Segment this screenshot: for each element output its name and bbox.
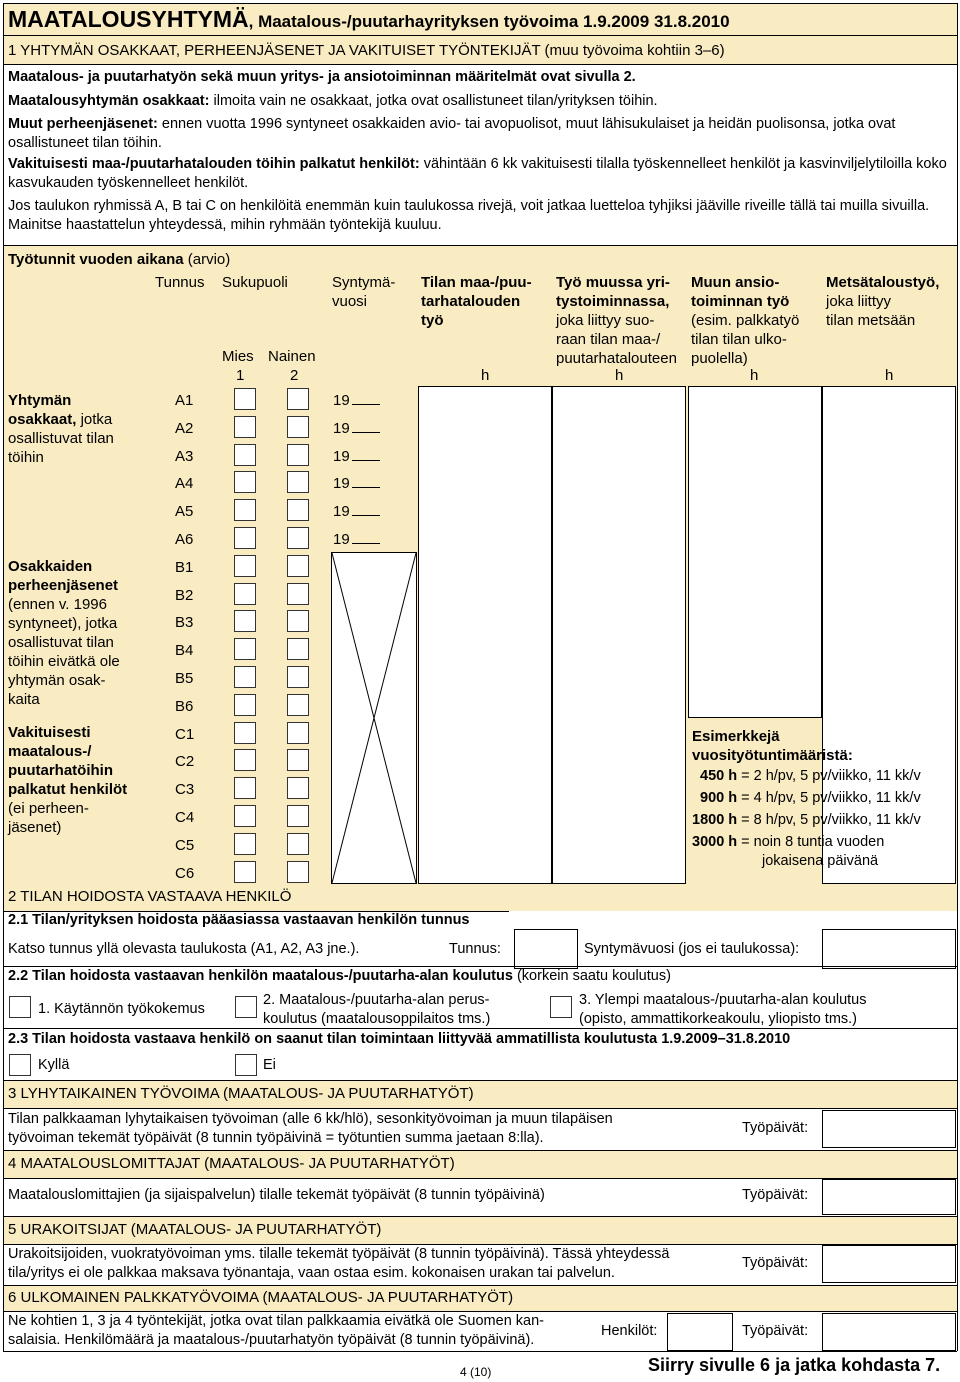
- row-a1-mies-checkbox[interactable]: [234, 388, 256, 410]
- section3-tyopaivat-label: Työpäivät:: [742, 1120, 809, 1136]
- row-a6-nainen-checkbox[interactable]: [287, 527, 309, 549]
- q22-bold: 2.2 Tilan hoidosta vastaavan henkilön maatalous-/puutarha-alan koulutus: [8, 968, 513, 984]
- title-sub: , Maatalous-/puutarhayrityksen työvoima 1.9.2009 31.8.2010: [248, 12, 730, 31]
- col-syntymavuosi: Syntymä- vuosi: [332, 274, 396, 310]
- row-code-a3: A3: [175, 448, 194, 465]
- group-a-bold: Yhtymän osakkaat,: [8, 392, 77, 428]
- divider: [3, 1285, 957, 1286]
- row-code-a5: A5: [175, 503, 194, 520]
- row-code-b4: B4: [175, 642, 194, 659]
- section5-text: Urakoitsijoiden, vuokratyövoiman yms. tilalle tekemät työpäivät (8 tunnin työpäivinä). Tässä yhteydessä tila/yritys ei ole palkkaa maksava työnantaja, vaan ostaa esim. kokonaisen urakan tai palvelun.: [8, 1246, 670, 1281]
- col-ansio-text: (esim. palkkatyö tilan tilan ulko- puolella): [691, 312, 800, 367]
- next-instruction: Siirry sivulle 6 ja jatka kohdasta 7.: [648, 1355, 941, 1375]
- hours-muu-yritys-column[interactable]: [552, 386, 686, 884]
- row-b5-nainen-checkbox[interactable]: [287, 666, 309, 688]
- row-code-c5: C5: [175, 837, 195, 854]
- divider: [3, 1080, 957, 1081]
- koulutus-no-checkbox[interactable]: [235, 1054, 257, 1076]
- row-c3-nainen-checkbox[interactable]: [287, 777, 309, 799]
- row-code-b5: B5: [175, 670, 194, 687]
- section5-tyopaivat-label: Työpäivät:: [742, 1255, 809, 1271]
- section4-heading: 4 MAATALOUSLOMITTAJAT (MAATALOUS- JA PUUTARHATYÖT): [8, 1155, 455, 1172]
- col-ansio-bold: Muun ansio- toiminnan työ: [691, 274, 790, 310]
- examples-title: Esimerkkejä vuosityötuntimääristä:: [692, 728, 853, 764]
- row-code-b6: B6: [175, 698, 194, 715]
- frame-bottom: [3, 1351, 957, 1352]
- row-b2-mies-checkbox[interactable]: [234, 583, 256, 605]
- row-code-a2: A2: [175, 420, 194, 437]
- section5-tyopaivat-input[interactable]: [822, 1245, 956, 1283]
- group-b-bold: Osakkaiden perheenjäsenet: [8, 558, 119, 594]
- row-code-c3: C3: [175, 781, 195, 798]
- birthyear-crossed-area: [331, 552, 417, 884]
- divider: [3, 35, 957, 36]
- example-line: [700, 790, 921, 806]
- syntymavuosi-input[interactable]: [822, 929, 956, 969]
- section1-intro: Maatalous- ja puutarhatyön sekä muun yritys- ja ansiotoiminnan määritelmät ovat sivulla 2.: [8, 69, 636, 85]
- col-metsa: [826, 273, 939, 330]
- osakkaat-lead: Maatalousyhtymän osakkaat:: [8, 93, 210, 109]
- frame-top: [3, 3, 957, 4]
- example-breakdown: = 2 h/pv, 5 pv/viikko, 11 kk/v: [737, 768, 921, 784]
- koulutus-option3-checkbox[interactable]: [550, 996, 572, 1018]
- koulutus-yes-checkbox[interactable]: [9, 1054, 31, 1076]
- row-c6-nainen-checkbox[interactable]: [287, 861, 309, 883]
- col-ansio: [691, 273, 799, 368]
- section1-heading-note: (muu työvoima kohtiin 3–6): [544, 42, 725, 59]
- row-a1-birthyear-field[interactable]: 19: [333, 392, 380, 409]
- example-hours: 450 h: [700, 768, 738, 784]
- row-code-b1: B1: [175, 559, 194, 576]
- birthyear-blank[interactable]: [352, 420, 380, 433]
- title-main: MAATALOUSYHTYMÄ: [8, 6, 249, 32]
- col-tila: Tilan maa-/puu- tarhatalouden työ: [421, 274, 532, 329]
- row-a3-mies-checkbox[interactable]: [234, 444, 256, 466]
- page-number: 4 (10): [460, 1365, 492, 1379]
- birthyear-blank[interactable]: [352, 392, 380, 405]
- vakit-lead: Vakituisesti maa-/puutarhatalouden töihin palkatut henkilöt:: [8, 156, 420, 172]
- birthyear-blank[interactable]: [352, 531, 380, 544]
- koulutus-option2-checkbox[interactable]: [235, 996, 257, 1018]
- q21-label: 2.1 Tilan/yrityksen hoidosta pääasiassa vastaavan henkilön tunnus: [8, 912, 470, 928]
- col-muu-yritys-bold: Työ muussa yri- tystoiminnassa,: [556, 274, 670, 310]
- hours-label-note: (arvio): [187, 251, 231, 268]
- row-c2-nainen-checkbox[interactable]: [287, 749, 309, 771]
- example-line: [700, 768, 921, 784]
- cross-out-mark: [332, 553, 416, 883]
- example-hours: 1800 h: [692, 812, 738, 828]
- unit-h: h: [885, 367, 894, 384]
- divider: [3, 1028, 957, 1029]
- row-c4-mies-checkbox[interactable]: [234, 805, 256, 827]
- col-nainen: Nainen: [268, 348, 316, 365]
- birthyear-blank[interactable]: [352, 503, 380, 516]
- section3-text: Tilan palkkaaman lyhytaikaisen työvoiman (alle 6 kk/hlö), sesonkityövoiman ja muun tilapäisen työvoiman tekemät työpäivät (8 tunnin työpäivinä = työtuntien summa jaetaan 8:lla).: [8, 1111, 613, 1146]
- example-continuation: jokaisena päivänä: [762, 853, 879, 869]
- perhe-lead: Muut perheenjäsenet:: [8, 116, 158, 132]
- row-a6-mies-checkbox[interactable]: [234, 527, 256, 549]
- row-c4-nainen-checkbox[interactable]: [287, 805, 309, 827]
- divider: [3, 1216, 957, 1217]
- hours-tila-column[interactable]: [418, 386, 552, 884]
- hours-metsa-column[interactable]: [822, 386, 956, 884]
- syntymavuosi-label: Syntymävuosi (jos ei taulukossa):: [584, 941, 800, 957]
- row-b3-nainen-checkbox[interactable]: [287, 610, 309, 632]
- koulutus-option2-label: 2. Maatalous-/puutarha-alan perus- koulutus (maatalousoppilaitos tms.): [263, 992, 491, 1027]
- section6-henkilot-input[interactable]: [667, 1313, 733, 1351]
- row-a2-nainen-checkbox[interactable]: [287, 416, 309, 438]
- group-c-text: (ei perheen- jäsenet): [8, 800, 89, 836]
- row-a2-birthyear-field[interactable]: 19: [333, 420, 380, 437]
- section6-heading: 6 ULKOMAINEN PALKKATYÖVOIMA (MAATALOUS- JA PUUTARHATYÖT): [8, 1289, 514, 1306]
- q22-label: [8, 967, 671, 986]
- example-breakdown: = noin 8 tuntia vuoden: [737, 834, 885, 850]
- group-a-label: [8, 391, 114, 467]
- hours-ansio-column[interactable]: [688, 386, 822, 718]
- row-a4-mies-checkbox[interactable]: [234, 471, 256, 493]
- section6-text: Ne kohtien 1, 3 ja 4 työntekijät, jotka ovat tilan palkkaamia eivätkä ole Suomen kan- salaisia. Henkilömäärä ja maatalous-/puutarhatyön työpäivät (8 tunnin työpäivinä).: [8, 1313, 544, 1348]
- row-a3-birthyear-field[interactable]: 19: [333, 448, 380, 465]
- row-c1-nainen-checkbox[interactable]: [287, 722, 309, 744]
- section3-tyopaivat-input[interactable]: [822, 1110, 956, 1148]
- perhe-definition: [8, 115, 948, 152]
- col-mies-code: 1: [236, 367, 245, 384]
- example-hours: 3000 h: [692, 834, 738, 850]
- section1-heading-text: 1 YHTYMÄN OSAKKAAT, PERHEENJÄSENET JA VAKITUISET TYÖNTEKIJÄT: [8, 42, 541, 59]
- koulutus-option1-checkbox[interactable]: [9, 996, 31, 1018]
- koulutus-yes-label: Kyllä: [38, 1057, 70, 1073]
- divider: [3, 1108, 957, 1109]
- row-code-b2: B2: [175, 587, 194, 604]
- frame-right: [957, 3, 958, 1351]
- row-b6-nainen-checkbox[interactable]: [287, 694, 309, 716]
- row-b3-mies-checkbox[interactable]: [234, 610, 256, 632]
- divider: [3, 64, 957, 65]
- osakkaat-definition: [8, 92, 948, 111]
- row-a5-birthyear-field[interactable]: 19: [333, 503, 380, 520]
- col-muu-yritys-text: joka liittyy suo- raan tilan maa-/ puutarhatalouteen: [556, 312, 677, 367]
- section5-heading: 5 URAKOITSIJAT (MAATALOUS- JA PUUTARHATYÖT): [8, 1221, 382, 1238]
- row-c2-mies-checkbox[interactable]: [234, 749, 256, 771]
- birthyear-blank[interactable]: [352, 448, 380, 461]
- section6-tyopaivat-label: Työpäivät:: [742, 1323, 809, 1339]
- q22-text: (korkein saatu koulutus): [512, 968, 671, 984]
- section6-tyopaivat-input[interactable]: [822, 1313, 956, 1351]
- divider: [3, 245, 957, 246]
- birthyear-blank[interactable]: [352, 475, 380, 488]
- group-b-text: (ennen v. 1996 syntyneet), jotka osallistuvat tilan töihin eivätkä ole yhtymän osak- kaita: [8, 596, 120, 708]
- hours-label: [8, 250, 230, 269]
- row-a5-nainen-checkbox[interactable]: [287, 499, 309, 521]
- row-code-c2: C2: [175, 753, 195, 770]
- row-c6-mies-checkbox[interactable]: [234, 861, 256, 883]
- row-code-a4: A4: [175, 475, 194, 492]
- col-mies: Mies: [222, 348, 254, 365]
- row-code-c1: C1: [175, 726, 195, 743]
- row-b4-mies-checkbox[interactable]: [234, 638, 256, 660]
- row-c1-mies-checkbox[interactable]: [234, 722, 256, 744]
- row-a3-nainen-checkbox[interactable]: [287, 444, 309, 466]
- group-c-label: [8, 723, 127, 837]
- row-a1-nainen-checkbox[interactable]: [287, 388, 309, 410]
- koulutus-option3-label: 3. Ylempi maatalous-/puutarha-alan koulutus (opisto, ammattikorkeakoulu, yliopisto tms.): [579, 992, 867, 1027]
- example-hours: 900 h: [700, 790, 738, 806]
- row-a6-birthyear-field[interactable]: 19: [333, 531, 380, 548]
- row-a4-birthyear-field[interactable]: 19: [333, 475, 380, 492]
- unit-h: h: [615, 367, 624, 384]
- section4-tyopaivat-input[interactable]: [822, 1179, 956, 1215]
- section2-heading: 2 TILAN HOIDOSTA VASTAAVA HENKILÖ: [8, 888, 292, 905]
- vakit-definition: [8, 155, 948, 192]
- section4-text: Maatalouslomittajien (ja sijaispalvelun) tilalle tekemät työpäivät (8 tunnin työpäivinä): [8, 1187, 545, 1203]
- group-c-bold: Vakituisesti maatalous-/ puutarhatöihin palkatut henkilöt: [8, 724, 128, 798]
- row-code-c6: C6: [175, 865, 195, 882]
- perhe-text: ennen vuotta 1996 syntyneet osakkaiden avio- tai avopuolisot, muut lähisukulaiset ja heidän puolisonsa, jotka ovat osallistuneet tilan töihin.: [8, 116, 896, 151]
- col-sukupuoli: Sukupuoli: [222, 274, 288, 291]
- koulutus-no-label: Ei: [263, 1057, 276, 1073]
- row-a4-nainen-checkbox[interactable]: [287, 471, 309, 493]
- example-line: [692, 834, 884, 850]
- col-metsa-bold: Metsätaloustyö,: [826, 274, 940, 291]
- row-b2-nainen-checkbox[interactable]: [287, 583, 309, 605]
- row-code-a6: A6: [175, 531, 194, 548]
- col-muu-yritys: [556, 273, 677, 368]
- hours-label-text: Työtunnit vuoden aikana: [8, 251, 184, 268]
- row-b6-mies-checkbox[interactable]: [234, 694, 256, 716]
- col-metsa-text: joka liittyy tilan metsään: [826, 293, 916, 329]
- unit-h: h: [481, 367, 490, 384]
- tunnus-label: Tunnus:: [449, 941, 501, 957]
- col-nainen-code: 2: [290, 367, 299, 384]
- example-breakdown: = 4 h/pv, 5 pv/viikko, 11 kk/v: [737, 790, 921, 806]
- divider: [3, 1150, 957, 1151]
- row-b1-nainen-checkbox[interactable]: [287, 555, 309, 577]
- unit-h: h: [750, 367, 759, 384]
- row-c5-mies-checkbox[interactable]: [234, 833, 256, 855]
- group-b-label: [8, 557, 120, 709]
- row-code-b3: B3: [175, 614, 194, 631]
- row-code-c4: C4: [175, 809, 195, 826]
- row-c5-nainen-checkbox[interactable]: [287, 833, 309, 855]
- group-a-text: jotka osallistuvat tilan töihin: [8, 411, 114, 466]
- tunnus-input[interactable]: [514, 929, 578, 969]
- page-title: [8, 6, 730, 33]
- divider: [3, 1178, 957, 1179]
- row-c3-mies-checkbox[interactable]: [234, 777, 256, 799]
- example-breakdown: = 8 h/pv, 5 pv/viikko, 11 kk/v: [737, 812, 921, 828]
- row-code-a1: A1: [175, 392, 194, 409]
- row-b4-nainen-checkbox[interactable]: [287, 638, 309, 660]
- q21-help: Katso tunnus yllä olevasta taulukosta (A1, A2, A3 jne.).: [8, 941, 360, 957]
- vakit-text: vähintään 6 kk vakituisesti tilalla työskennelleet henkilöt ja kasvinviljelytiloilla koko kasvukauden työskennelleet henkilöt.: [8, 156, 947, 191]
- section6-henkilot-label: Henkilöt:: [601, 1323, 658, 1339]
- row-a2-mies-checkbox[interactable]: [234, 416, 256, 438]
- row-b1-mies-checkbox[interactable]: [234, 555, 256, 577]
- row-a5-mies-checkbox[interactable]: [234, 499, 256, 521]
- overflow-instruction: Jos taulukon ryhmissä A, B tai C on henkilöitä enemmän kuin taulukossa rivejä, voit jatkaa luetteloa tyhjiksi jääville riveille tällä tai muilla sivuilla. Mainitse haastattelun yhteydessä, mihin ryhmään työntekijä kuuluu.: [8, 198, 930, 233]
- col-tunnus: Tunnus: [155, 274, 205, 291]
- example-line: [692, 812, 921, 828]
- section4-tyopaivat-label: Työpäivät:: [742, 1187, 809, 1203]
- osakkaat-text: ilmoita vain ne osakkaat, jotka ovat osallistuneet tilan/yrityksen töihin.: [209, 93, 658, 109]
- section1-heading: [8, 42, 725, 59]
- row-b5-mies-checkbox[interactable]: [234, 666, 256, 688]
- koulutus-option1-label: 1. Käytännön työkokemus: [38, 1001, 205, 1017]
- section3-heading: 3 LYHYTAIKAINEN TYÖVOIMA (MAATALOUS- JA PUUTARHATYÖT): [8, 1085, 474, 1102]
- frame-left: [3, 3, 4, 1351]
- q23-label: 2.3 Tilan hoidosta vastaava henkilö on saanut tilan toimintaan liittyvää ammatillista koulutusta 1.9.2009–31.8.2010: [8, 1031, 791, 1047]
